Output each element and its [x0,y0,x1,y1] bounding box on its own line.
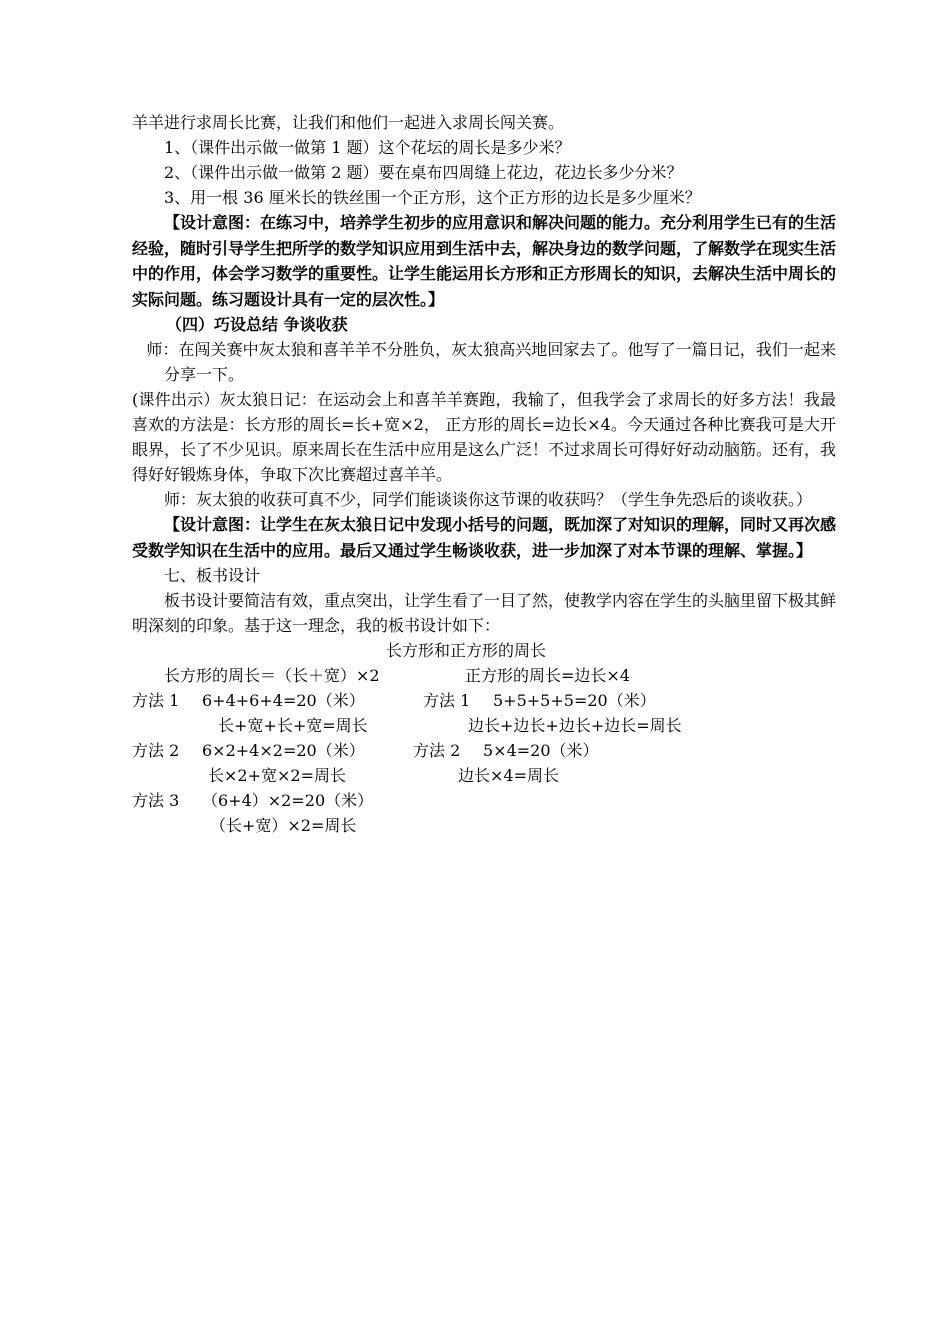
rect-method-3-calc: （6+4）×2=20（米） [202,791,374,810]
square-formula: 正方形的周长=边长×4 [465,666,630,685]
rect-method-3-words: （长+宽）×2=周长 [210,816,357,835]
square-method-1-calc: 5+5+5+5=20（米） [493,691,656,710]
document-page [132,110,836,838]
square-method-1-words: 边长+边长+边长+边长=周长 [468,716,682,735]
section-heading-4: （四）巧设总结 争谈收获 [166,315,348,334]
method-2-words-row [132,763,836,788]
board-title-row [132,638,836,663]
design-intent-2: 【设计意图：让学生在灰太狼日记中发现小括号的问题，既加深了对知识的理解，同时又再次感受数学知识在生活中的应用。最后又通过学生畅谈收获，进一步加深了对本节课的理解、掌握。】 [132,515,837,560]
square-method-2-calc: 5×4=20（米） [483,741,599,760]
rect-method-1-calc: 6+4+6+4=20（米） [202,691,365,710]
wolf-diary: (课件出示）灰太狼日记：在运动会上和喜羊羊赛跑，我输了，但我学会了求周长的好多方法！我最喜欢的方法是：长方形的周长=长+宽×2， 正方形的周长=边长×4。今天通过各种比赛我可是大开眼界，长了不少见识。原来周长在生活中应用是这么广泛！不过求周长可得好好动动脑筋。还有，我得好好锻炼身体，争取下次比赛超过喜羊羊。 [132,390,837,484]
method-1-calc-row [132,688,836,713]
blackboard-design [132,638,836,838]
board-title: 长方形和正方形的周长 [386,641,547,660]
rect-formula: 长方形的周长＝（长＋宽）×2 [164,666,380,685]
intro-paragraph: 羊羊进行求周长比赛，让我们和他们一起进入求周长闯关赛。 [132,113,565,132]
rect-method-1-label: 方法 1 [132,691,180,710]
rect-method-2-calc: 6×2+4×2=20（米） [202,741,365,760]
teacher-speech-2: 师：灰太狼的收获可真不少，同学们能谈谈你这节课的收获吗？（学生争先恐后的谈收获。） [164,490,813,509]
square-method-2-label: 方法 2 [413,741,461,760]
exercise-3: 3、用一根 36 厘米长的铁丝围一个正方形，这个正方形的边长是多少厘米？ [164,188,701,207]
square-method-1-label: 方法 1 [423,691,471,710]
formula-row [132,663,836,688]
method-2-calc-row [132,738,836,763]
board-intro: 板书设计要简洁有效，重点突出，让学生看了一目了然，使教学内容在学生的头脑里留下极其鲜明深刻的印象。基于这一理念，我的板书设计如下： [132,591,837,635]
design-intent-1: 【设计意图：在练习中，培养学生初步的应用意识和解决问题的能力。充分利用学生已有的生活经验，随时引导学生把所学的数学知识应用到生活中去，解决身边的数学问题，了解数学在现实生活中的作用，体会学习数学的重要性。让学生能运用长方形和正方形周长的知识，去解决生活中周长的实际问题。练习题设计具有一定的层次性。】 [132,213,837,309]
section-heading-7: 七、板书设计 [164,566,261,585]
rect-method-3-label: 方法 3 [132,791,180,810]
method-1-words-row [132,713,836,738]
teacher-speech-1: 师：在闯关赛中灰太狼和喜羊羊不分胜负，灰太狼高兴地回家去了。他写了一篇日记，我们一起来分享一下。 [146,340,836,384]
square-method-2-words: 边长×4=周长 [458,766,559,785]
method-3-calc-row [132,788,836,813]
method-3-words-row [132,813,836,838]
rect-method-2-words: 长×2+宽×2=周长 [208,766,346,785]
exercise-1: 1、（课件出示做一做第 1 题）这个花坛的周长是多少米？ [164,138,571,157]
rect-method-1-words: 长+宽+长+宽=周长 [218,716,368,735]
exercise-2: 2、（课件出示做一做第 2 题）要在桌布四周缝上花边，花边长多少分米？ [164,163,683,182]
rect-method-2-label: 方法 2 [132,741,180,760]
